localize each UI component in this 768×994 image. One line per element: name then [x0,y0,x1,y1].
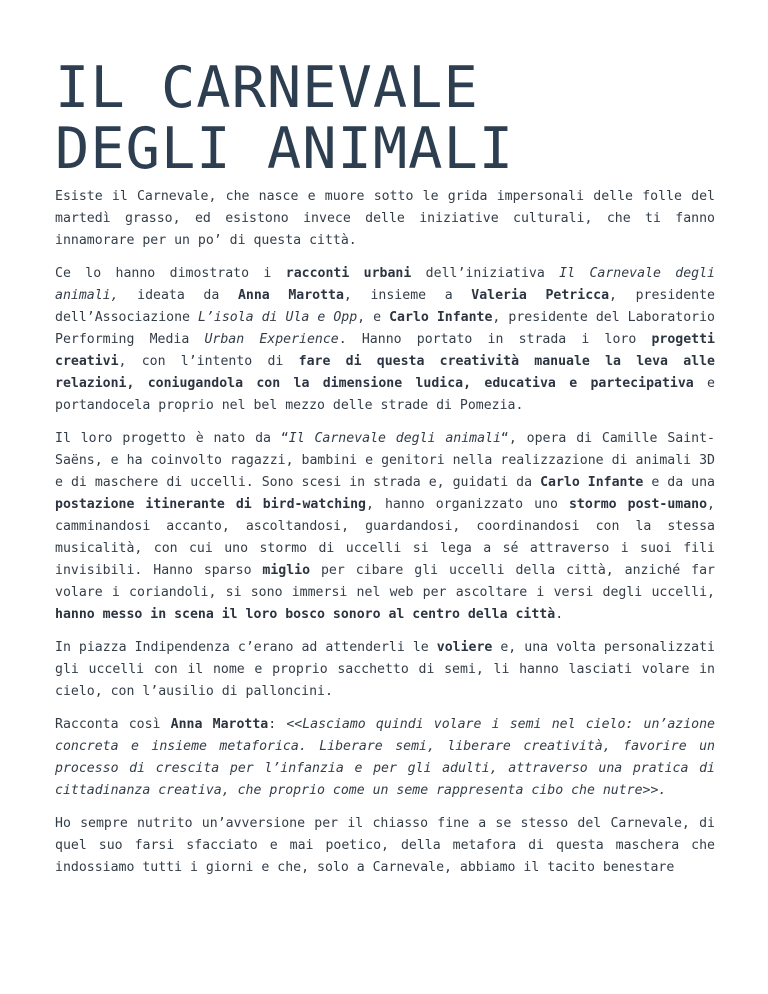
text: e da una [643,475,715,490]
text: , camminandosi accanto, ascoltandosi, guardandosi, coordinandosi con la stessa musicalità, con cui uno stormo di uccelli si lega a sé attraverso i suoi fili invisibili. Hanno sparso [55,497,715,578]
bold-text: racconti urbani [285,266,412,281]
text: , hanno organizzato uno [366,497,569,512]
text: ideata da [118,288,238,303]
bold-text: progetti creativi [55,332,715,369]
italic-quote: <<Lasciamo quindi volare i semi nel cielo: un’azione concreta e insieme metaforica. Liberare semi, liberare creatività, favorire un processo di crescita per l’infanzia e per gli adulti, attraverso una pratica di cittadinanza creativa, che proprio come un seme rappresenta cibo che nutre>>. [55,717,715,798]
paragraph-avversione [55,813,715,879]
paragraph-text: Ho sempre nutrito un’avversione per il chiasso fine a se stesso del Carnevale, di quel suo farsi sfacciato e mai poetico, della metafora di questa maschera che indossiamo tutti i giorni e che, solo a Carnevale, abbiamo il tacito benestare [55,816,715,875]
text: . [555,607,564,622]
italic-text: Il Carnevale degli animali [288,431,501,446]
article-body [55,186,715,879]
paragraph-racconti-urbani [55,263,715,417]
paragraph-progetto [55,428,715,626]
text: , presidente dell’Associazione [55,288,715,325]
bold-text: stormo post-umano [568,497,708,512]
paragraph-quote [55,714,715,802]
title-line-1: IL CARNEVALE [55,55,479,121]
text: dell’iniziativa [411,266,560,281]
text: “, opera di Camille Saint-Saëns, e ha coinvolto ragazzi, bambini e genitori nella realizzazione di animali 3D e di maschere di uccelli. Sono scesi in strada e, guidati da [55,431,715,490]
page-title [55,55,715,182]
bold-text: postazione itinerante di bird-watching [55,497,367,512]
text: per cibare gli uccelli della città, anziché far volare i coriandoli, si sono immersi nel web per ascoltare i versi degli uccelli, [55,563,715,600]
italic-text: Il Carnevale degli animali, [55,266,715,303]
text: , presidente del Laboratorio Performing Media [55,310,715,347]
bold-name: Carlo Infante [540,475,644,490]
italic-text: Urban Experience [204,332,339,347]
text: : [268,717,287,732]
bold-text: fare di questa creatività manuale la leva alle relazioni, coniugandola con la dimensione ludica, educativa e partecipativa [55,354,715,391]
bold-text: miglio [262,563,311,578]
bold-name: Carlo Infante [389,310,493,325]
text: Il loro progetto è nato da “ [55,431,289,446]
text: . Hanno portato in strada i loro [338,332,652,347]
text: In piazza Indipendenza c’erano ad attenderli le [55,640,437,655]
text: Racconta così [55,717,171,732]
text: , con l’intento di [118,354,299,369]
paragraph-piazza [55,637,715,703]
bold-text: voliere [436,640,493,655]
page [55,55,715,890]
text: , insieme a [343,288,472,303]
text: e, una volta personalizzati gli uccelli con il nome e proprio sacchetto di semi, li hanno lasciati volare in cielo, con l’ausilio di palloncini. [55,640,715,699]
paragraph-text: Esiste il Carnevale, che nasce e muore sotto le grida impersonali delle folle del martedì grasso, ed esistono invece delle iniziative culturali, che ti fanno innamorare per un po’ di questa città. [55,189,715,248]
italic-text: L’isola di Ula e Opp [198,310,358,325]
bold-name: Anna Marotta [170,717,269,732]
bold-name: Anna Marotta [237,288,344,303]
bold-text: hanno messo in scena il loro bosco sonoro al centro della città [55,607,556,622]
text: Ce lo hanno dimostrato i [55,266,286,281]
bold-name: Valeria Petricca [471,288,610,303]
text: , e [357,310,390,325]
paragraph-intro [55,186,715,252]
text: e portandocela proprio nel bel mezzo delle strade di Pomezia. [55,376,715,413]
title-line-2: DEGLI ANIMALI [55,116,515,182]
